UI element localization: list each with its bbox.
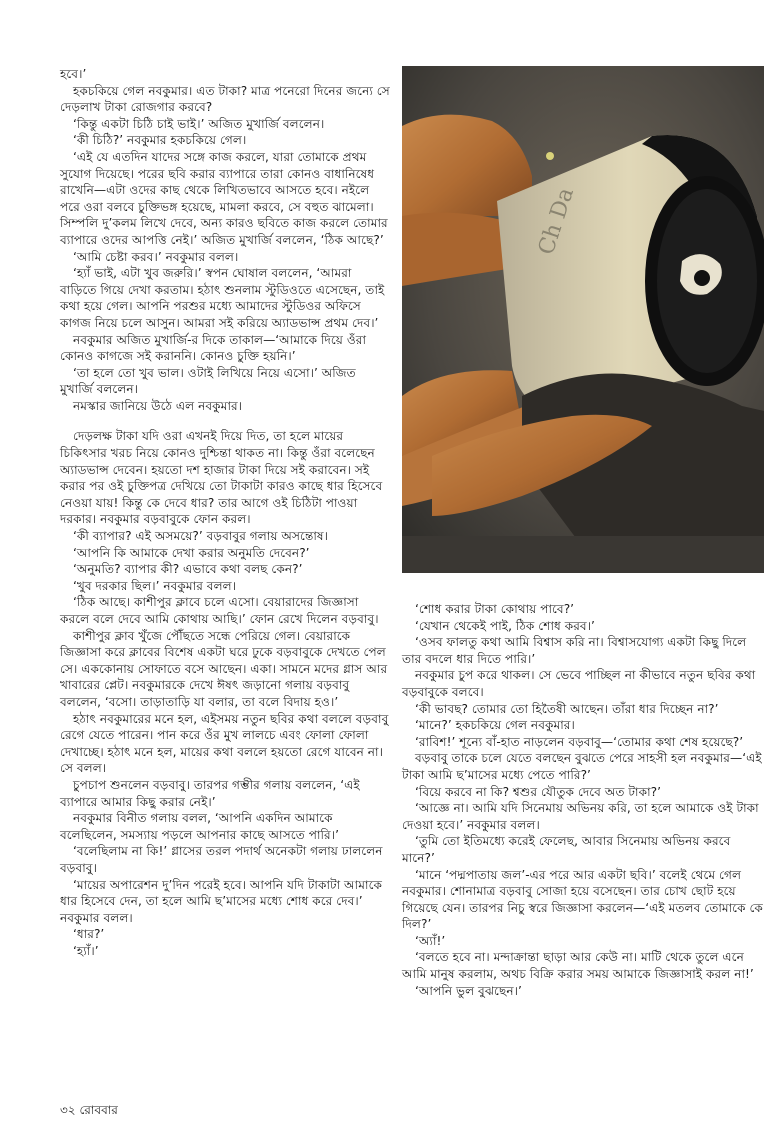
paragraph: ‘খুব দরকার ছিল।’ নবকুমার বলল। <box>73 578 237 593</box>
magazine-name: রোববার <box>79 1103 118 1117</box>
paragraph: ‘মানে ‘পদ্মপাতায় জল’-এর পরে আর একটা ছবি।’ বলেই থেমে গেল নবকুমার। শোনামাত্র বড়বাবু সোজা হয়ে বসেছেন। তার চোখ ছোট হয়ে গিয়েছে যেন। তারপর নিচু স্বরে জিজ্ঞাসা করলেন—‘এই মতলব তোমাকে কে দিল?’ <box>402 867 763 932</box>
illustration-photo <box>402 66 764 573</box>
paragraph: ‘যেখান থেকেই পাই, ঠিক শোধ করব।’ <box>415 618 595 633</box>
label-lettering: Ch Da <box>533 184 579 258</box>
paragraph: ‘আপনি কি আমাকে দেখা করার অনুমতি দেবেন?’ <box>73 545 310 560</box>
paragraph: ‘ধার?’ <box>73 927 105 942</box>
section-break <box>60 414 390 428</box>
page-footer <box>60 1102 118 1122</box>
paragraph: ‘মায়ের অপারেশন দু’দিন পরেই হবে। আপনি যদি টাকাটা আমাকে ধার হিসেবে দেন, তা হলে আমি ছ’মাসের মধ্যে শোধ করে দেব।’ নবকুমার বলল। <box>60 877 383 925</box>
paragraph: ‘আপনি ভুল বুঝছেন।’ <box>415 983 522 998</box>
paragraph: ‘বলতে হবে না। মন্দাক্রান্তা ছাড়া আর কেউ না। মাটি থেকে তুলে এনে আমি মানুষ করলাম, অথচ বিক্রি করার সময় আমাকে জিজ্ঞাসাই করল না!’ <box>402 950 754 982</box>
paragraph: হবে।’ <box>60 67 87 81</box>
paragraph: ‘আমি চেষ্টা করব।’ নবকুমার বলল। <box>73 249 239 264</box>
paragraph: ‘ওসব ফালতু কথা আমি বিশ্বাস করি না। বিশ্বাসযোগ্য একটা কিছু দিলে তার বদলে ধার দিতে পারি।’ <box>402 635 747 666</box>
paragraph: ‘অ্যাঁ!’ <box>415 933 446 948</box>
page-number: ৩২ <box>60 1103 76 1117</box>
paragraph: দেড়লক্ষ টাকা যদি ওরা এখনই দিয়ে দিত, তা হলে মায়ের চিকিৎসার খরচ নিয়ে কোনও দুশ্চিন্তা থাকত না। কিন্তু ওঁরা বলেছেন অ্যাডভান্স দেবেন। হয়তো দশ হাজার টাকা দিয়ে সই করাবেন। সই করার পর ওই চুক্তিপত্র দেখিয়ে তো টাকাটা কারও কাছে ধার হিসেবে নেওয়া যায়! কিন্তু কে দেবে ধার? তার আগে ওই চিঠিটা পাওয়া দরকার। নবকুমার বড়বাবুকে ফোন করল। <box>60 429 383 527</box>
left-text-column <box>60 66 390 959</box>
right-text-column <box>402 601 764 999</box>
paragraph: ‘কিন্তু একটা চিঠি চাই ভাই।’ অজিত মুখার্জি বললেন। <box>73 116 325 131</box>
bottle-in-hand-icon <box>402 66 764 573</box>
paragraph: নবকুমার অজিত মুখার্জি-র দিকে তাকাল—‘আমাকে দিয়ে ওঁরা কোনও কাগজে সই করাননি। কোনও চুক্তি হয়নি।’ <box>60 332 367 364</box>
paragraph: ‘তুমি তো ইতিমধ্যে করেই ফেলেছ, আবার সিনেমায় অভিনয় করবে মানে?’ <box>402 834 731 865</box>
paragraph: হঠাৎ নবকুমারের মনে হল, এইসময় নতুন ছবির কথা বললে বড়বাবু রেগে যেতে পারেন। পান করে ওঁর মুখ লালচে এবং ফোলা ফোলা দেখাচ্ছে। হঠাৎ মনে হল, মায়ের কথা বললে হয়তো রেগে যাবেন না। সে বলল। <box>60 711 389 776</box>
paragraph: ‘শোধ করার টাকা কোথায় পাবে?’ <box>415 602 575 616</box>
paragraph: ‘হ্যাঁ ভাই, এটা খুব জরুরি।’ স্বপন ঘোষাল বললেন, ‘আমরা বাড়িতে গিয়ে দেখা করতাম। হঠাৎ শুনলাম স্টুডিওতে এসেছেন, তাই কথা হয়ে গেল। আপনি পরশুর মধ্যে আমাদের স্টুডিওর অফিসে কাগজ নিয়ে চলে আসুন। আমরা সই করিয়ে অ্যাডভান্স প্রথম দেব।’ <box>60 266 385 330</box>
paragraph: ‘অনুমতি? ব্যাপার কী? এভাবে কথা বলছ কেন?’ <box>73 562 303 577</box>
paragraph: ‘কী ব্যাপার? এই অসময়ে?’ বড়বাবুর গলায় অসন্তোষ। <box>73 529 328 544</box>
paragraph: ‘রাবিশ!’ শূন্যে বাঁ-হাত নাড়লেন বড়বাবু—‘তোমার কথা শেষ হয়েছে?’ <box>415 734 744 749</box>
paragraph: ‘এই যে এতদিন যাদের সঙ্গে কাজ করলে, যারা তোমাকে প্রথম সুযোগ দিয়েছে। পরের ছবি করার ব্যাপারে তারা কোনও বাধানিষেধ রাখেনি—এটা ওদের কাছ থেকে লিখিতভাবে আসতে হবে। নইলে পরে ওরা বলবে চুক্তিভঙ্গ হয়েছে, মামলা করবে, সে বহুত ঝামেলা। সিম্পলি দু’কলম লিখে দেবে, অন্য কারও ছবিতে কাজ করলে তোমার ব্যাপারে ওদের আপত্তি নেই।’ অজিত মুখার্জি বললেন, ‘ঠিক আছে?’ <box>60 149 388 247</box>
paragraph: ‘বলেছিলাম না কি!’ গ্লাসের তরল পদার্থ অনেকটা গলায় ঢাললেন বড়বাবু। <box>60 844 383 875</box>
paragraph: ‘তা হলে তো খুব ভাল। ওটাই লিখিয়ে নিয়ে এসো।’ অজিত মুখার্জি বললেন। <box>60 365 356 397</box>
paragraph: ‘হ্যাঁ।’ <box>73 943 99 958</box>
paragraph: কাশীপুর ক্লাব খুঁজে পৌঁছতে সন্ধে পেরিয়ে গেল। বেয়ারাকে জিজ্ঞাসা করে ক্লাবের বিশেষ একটা ঘরে ঢুকে বড়বাবুকে দেখতে পেল সে। এককোনায় সোফাতে বসে আছেন। একা। সামনে মদের গ্লাস আর খাবারের প্লেট। নবকুমারকে দেখে ঈষৎ জড়ানো গলায় বড়বাবু বললেন, ‘বসো। তাড়াতাড়ি যা বলার, তা বলে বিদায় হও।’ <box>60 628 388 709</box>
paragraph: ‘আজ্ঞে না। আমি যদি সিনেমায় অভিনয় করি, তা হলে আমাকে ওই টাকা দেওয়া হবে।’ নবকুমার বলল। <box>402 801 759 832</box>
paragraph: ‘ঠিক আছে। কাশীপুর ক্লাবে চলে এসো। বেয়ারাদের জিজ্ঞাসা করলে বলে দেবে আমি কোথায় আছি।’ ফোন রেখে দিলেন বড়বাবু। <box>60 595 379 626</box>
paragraph: ‘বিয়ে করবে না কি? শ্বশুর যৌতুক দেবে অত টাকা?’ <box>415 784 661 799</box>
paragraph: চুপচাপ শুনলেন বড়বাবু। তারপর গম্ভীর গলায় বললেন, ‘এই ব্যাপারে আমার কিছু করার নেই।’ <box>60 777 360 809</box>
paragraph: ‘কী চিঠি?’ নবকুমার হকচকিয়ে গেল। <box>73 133 247 148</box>
paragraph: হকচকিয়ে গেল নবকুমার। এত টাকা? মাত্র পনেরো দিনের জন্যে সে দেড়লাখ টাকা রোজগার করবে? <box>60 83 390 115</box>
paragraph: নবকুমার বিনীত গলায় বলল, ‘আপনি একদিন আমাকে বলেছিলেন, সমস্যায় পড়লে আপনার কাছে আসতে পারি।’ <box>60 811 339 842</box>
paragraph: ‘মানে?’ হকচকিয়ে গেল নবকুমার। <box>415 718 575 733</box>
paragraph: ‘কী ভাবছ? তোমার তো হিতৈষী আছেন। তাঁরা ধার দিচ্ছেন না?’ <box>415 701 719 716</box>
paragraph: বড়বাবু তাকে চলে যেতে বলছেন বুঝতে পেরে সাহসী হল নবকুমার—‘এই টাকা আমি ছ’মাসের মধ্যে পেতে পারি?’ <box>402 751 762 782</box>
paragraph: নবকুমার চুপ করে থাকল। সে ভেবে পাচ্ছিল না কীভাবে নতুন ছবির কথা বড়বাবুকে বলবে। <box>402 668 756 699</box>
paragraph: নমস্কার জানিয়ে উঠে এল নবকুমার। <box>73 398 243 413</box>
